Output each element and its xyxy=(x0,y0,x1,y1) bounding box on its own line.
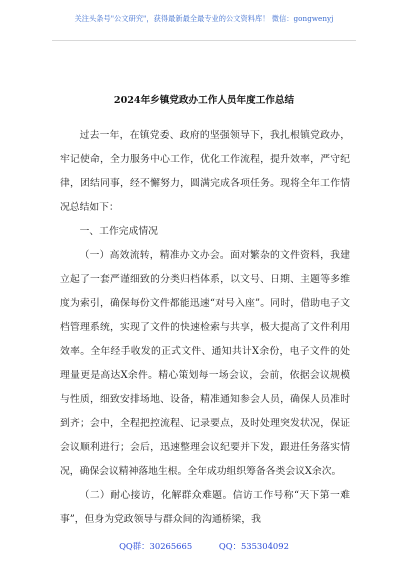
footer-contact xyxy=(0,540,408,552)
header-divider xyxy=(52,40,356,41)
section-heading: 一、工作完成情况 xyxy=(79,226,158,237)
document-body xyxy=(60,124,350,532)
body-paragraph: （二）耐心接访，化解群众难题。信访工作号称“天下第一难事”，但身为党政领导与群众间的沟通桥梁，我 xyxy=(60,490,350,525)
intro-paragraph: 过去一年，在镇党委、政府的坚强领导下，我扎根镇党政办，牢记使命，全力服务中心工作，优化工作流程，提升效率，严守纪律，团结同事，经不懈努力，圆满完成各项任务。现将全年工作情况总结如下： xyxy=(60,130,350,213)
header-banner: 关注头条号"公文研究"，获得最新最全最专业的公文资料库！ 微信：gongwenyj xyxy=(74,14,334,23)
body-paragraph: （一）高效流转，精准办文办会。面对繁杂的文件资料，我建立起了一套严谨细致的分类归档体系，以文号、日期、主题等多维度为索引，确保每份文件都能迅速“对号入座”。同时，借助电子文档管理系统，实现了文件的快速检索与共享，极大提高了文件利用效率。全年经手收发的正式文件、通知共计X余份，电子文件的处理量更是高达X余件。精心策划每一场会议，会前，依据会议规模与性质，细致安排场地、设备，精准通知参会人员，确保人员准时到齐；会中，全程把控流程、记录要点，及时处理突发状况，保证会议顺利进行；会后，迅速整理会议纪要并下发，跟进任务落实情况，确保会议精神落地生根。全年成功组织筹备各类会议X余次。 xyxy=(60,250,350,477)
qq-group-link[interactable]: QQ群：30265665 xyxy=(119,541,193,551)
document-title: 2024年乡镇党政办工作人员年度工作总结 xyxy=(113,95,295,106)
qq-contact-link[interactable]: QQ：535304092 xyxy=(218,541,289,551)
